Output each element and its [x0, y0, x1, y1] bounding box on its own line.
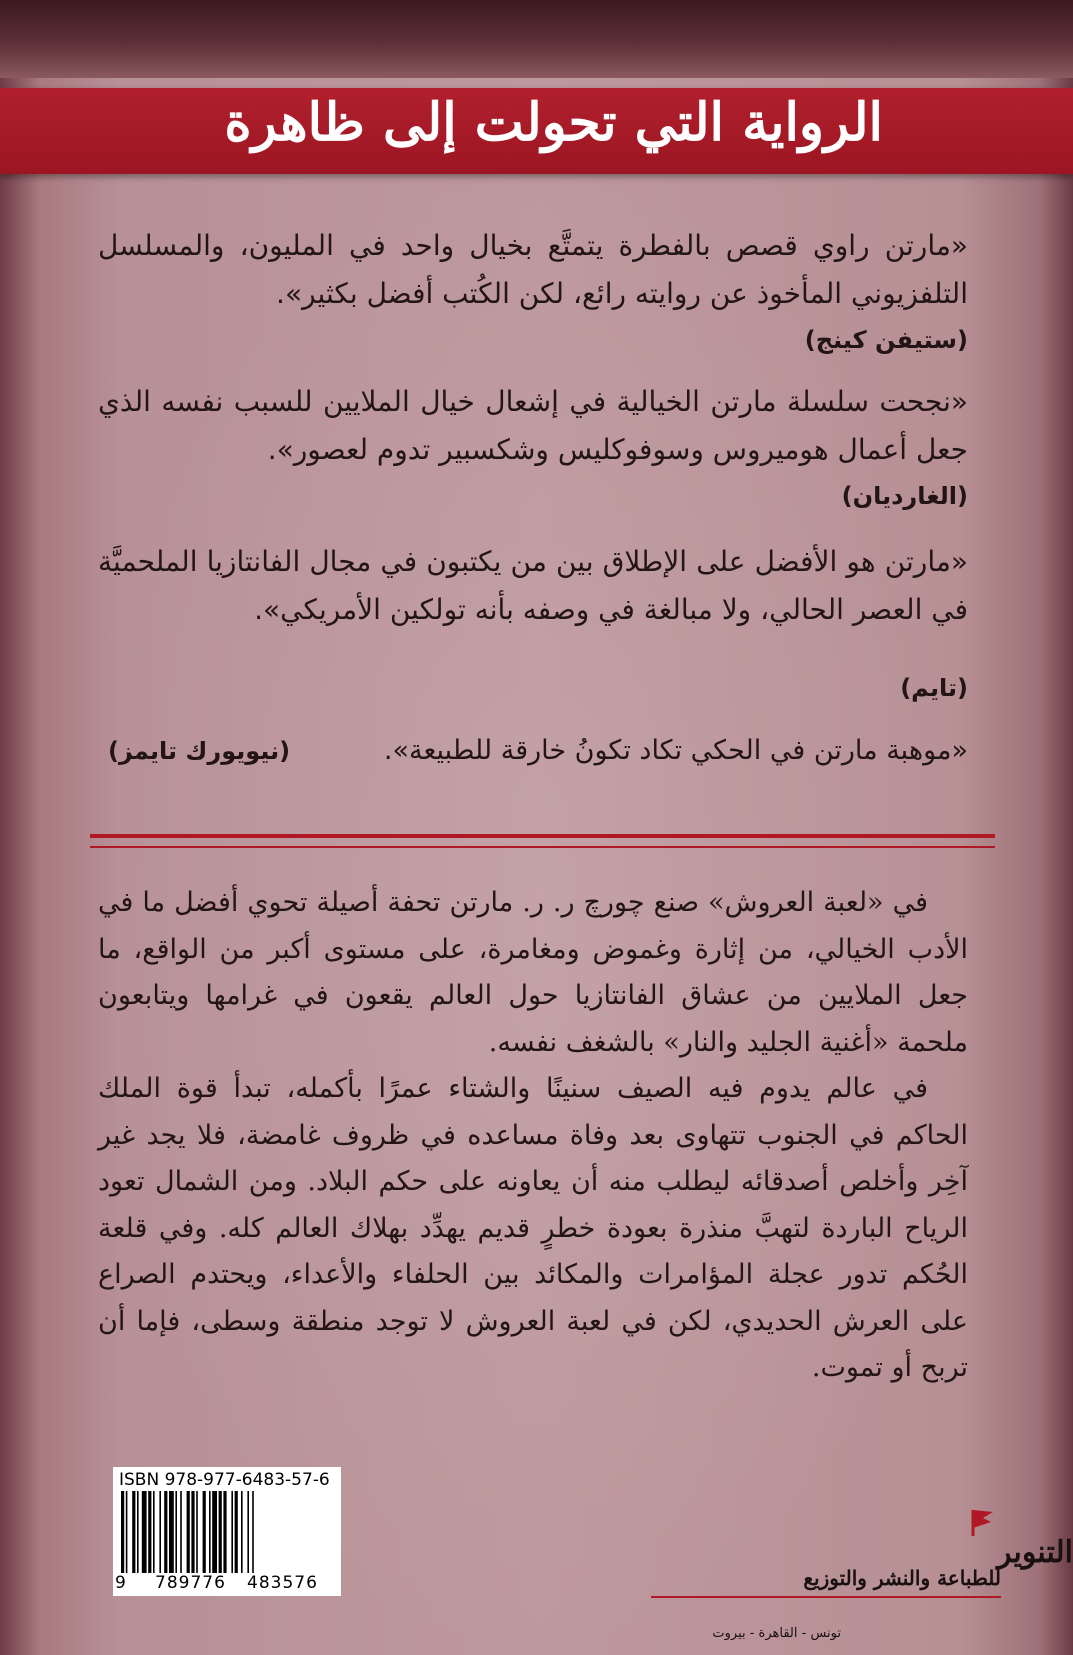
barcode-bar [241, 1491, 243, 1573]
barcode-bar [212, 1491, 217, 1573]
barcode-digits-left: 9 [115, 1573, 127, 1593]
quote-source-nytimes: (نيويورك تايمز) [108, 737, 291, 765]
quote-source-guardian: (الغارديان) [841, 482, 968, 510]
quote-time: «مارتن هو الأفضل على الإطلاق بين من يكتبون في مجال الفانتازيا الملحميَّة في العصر الحالي، ولا مبالغة في وصفه بأنه تولكين الأمريكي». [98, 545, 968, 626]
barcode-bar [175, 1491, 177, 1573]
barcode-bar [159, 1491, 161, 1573]
isbn-number: ISBN 978-977-6483-57-6 [119, 1470, 330, 1490]
publisher-underline [651, 1596, 1001, 1598]
quote-nytimes [98, 728, 968, 778]
barcode-bar [137, 1491, 139, 1573]
barcode-bar [180, 1491, 182, 1573]
publisher-block [631, 1506, 1073, 1641]
cover-top-edge [0, 0, 1073, 78]
publisher-logo-text: التنوير [997, 1535, 1073, 1570]
synopsis [98, 880, 968, 1392]
barcode-bar [121, 1491, 124, 1573]
barcode-bar [148, 1491, 151, 1573]
publisher-name: للطباعة والنشر والتوزيع [803, 1566, 1001, 1590]
barcode-bar [235, 1491, 238, 1573]
synopsis-paragraph: في «لعبة العروش» صنع چورچ ر. ر. مارتن تحفة أصيلة تحوي أفضل ما في الأدب الخيالي، من إثارة وغموض ومغامرة، على مستوى أكبر من الواقع، ما جعل الملايين من عشاق الفانتازيا حول العالم يقعون في غرامها ويتابعون ملحمة «أغنية الجليد والنار» بالشغف نفسه. [98, 887, 968, 1058]
synopsis-paragraph: في عالم يدوم فيه الصيف سنينًا والشتاء عمرًا بأكمله، تبدأ قوة الملك الحاكم في الجنوب تتهاوى بعد وفاة مساعده في ظروف غامضة، فلا يجد غير آخِر وأخلص أصدقائه ليطلب منه أن يعاونه على حكم البلاد. ومن الشمال تعود الرياح الباردة لتهبَّ منذرة بعودة خطرٍ قديم يهدِّد بهلاك العالم كله. وفي قلعة الحُكم تدور عجلة المؤامرات والمكائد بين الحلفاء والأعداء، ويحتدم الصراع على العرش الحديدي، لكن في لعبة العروش لا توجد منطقة وسطى، فإما أن تربح أو تموت. [98, 1073, 968, 1383]
quote-source-time: (تايم) [900, 674, 968, 702]
barcode-bar [203, 1491, 206, 1573]
barcode-bar [209, 1491, 211, 1573]
barcode-digits-right: 483576 [247, 1573, 318, 1593]
quote-nytimes-text: «موهبة مارتن في الحكي تكاد تكونُ خارقة للطبيعة». [383, 735, 968, 766]
cover-headline: الرواية التي تحولت إلى ظاهرة [224, 92, 883, 153]
barcode-bar [126, 1491, 128, 1573]
barcode-bar [191, 1491, 194, 1573]
barcode-bars [121, 1491, 331, 1573]
flag-icon [973, 1510, 993, 1528]
barcode-bar [219, 1491, 222, 1573]
barcode-bar [142, 1491, 147, 1573]
isbn-barcode [113, 1467, 341, 1596]
barcode-bar [153, 1491, 155, 1573]
barcode-bar [169, 1491, 174, 1573]
quote-source-stephen-king: (ستيفن كينج) [804, 326, 968, 354]
barcode-bar [252, 1491, 254, 1573]
quote-stephen-king: «مارتن راوي قصص بالفطرة يتمتَّع بخيال واحد في المليون، والمسلسل التلفزيوني المأخوذ عن روايته رائع، لكن الكُتب أفضل بكثير». [98, 229, 968, 310]
barcode-bar [196, 1491, 198, 1573]
barcode-bar [132, 1491, 135, 1573]
barcode-digits-middle: 789776 [155, 1573, 226, 1593]
barcode-bar [231, 1491, 233, 1573]
quote-guardian: «نجحت سلسلة مارتن الخيالية في إشعال خيال الملايين للسبب نفسه الذي جعل أعمال هوميروس وسوفوكليس وشكسبير تدوم لعصور». [98, 385, 968, 466]
publisher-logo [911, 1506, 1073, 1570]
divider-rule-top [90, 834, 995, 838]
barcode-bar [187, 1491, 190, 1573]
barcode-bar [164, 1491, 167, 1573]
barcode-bar [223, 1491, 226, 1573]
divider-rule-bottom [90, 846, 995, 848]
barcode-bar [247, 1491, 249, 1573]
publisher-cities: تونس - القاهرة - بيروت [712, 1626, 841, 1641]
title-band [0, 88, 1073, 174]
